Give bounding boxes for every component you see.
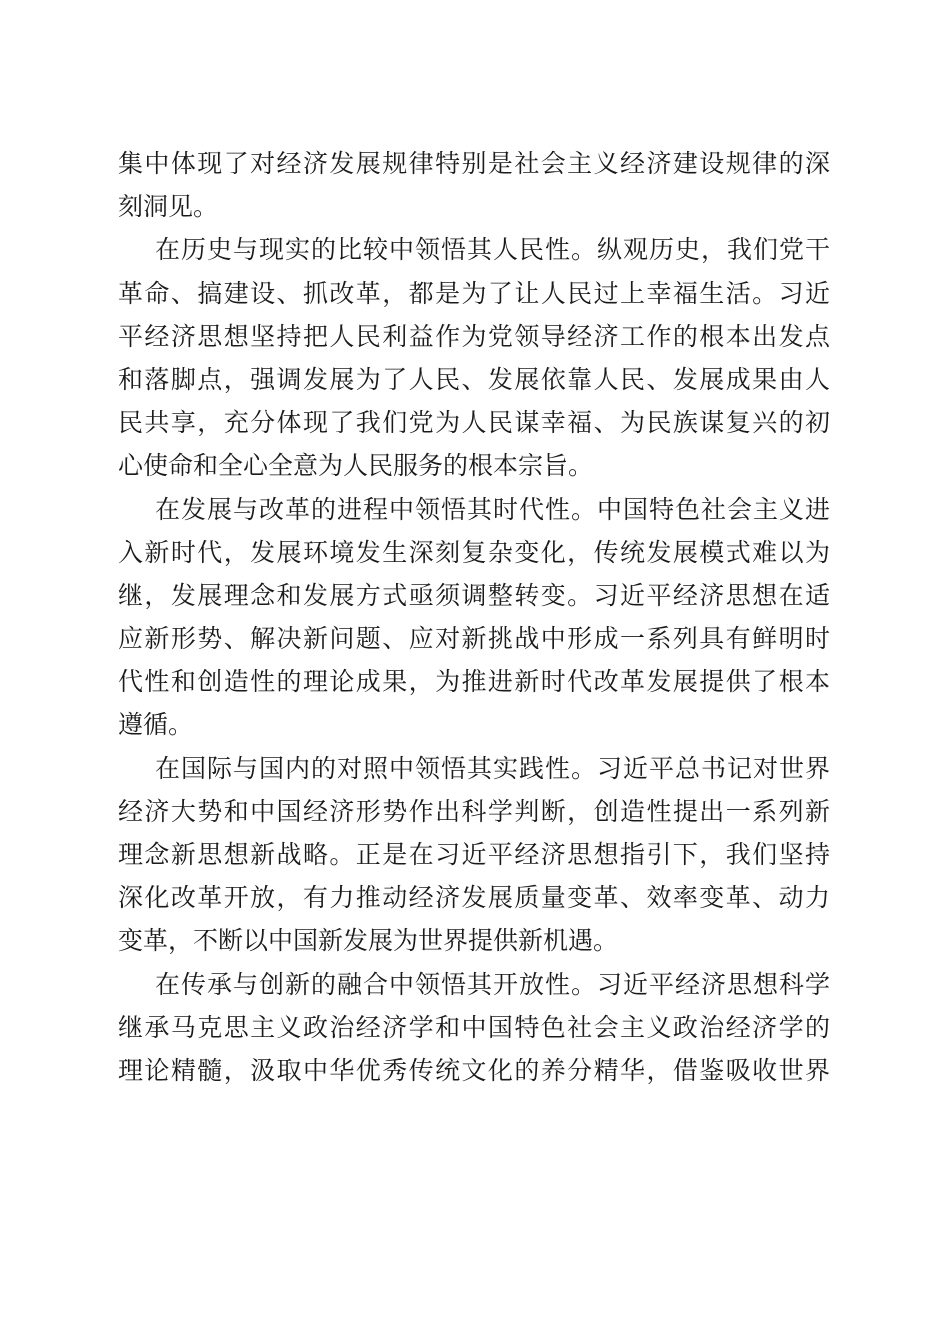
text-line: 继，发展理念和发展方式亟须调整转变。习近平经济思想在适 — [118, 580, 830, 610]
text-line: 代性和创造性的理论成果，为推进新时代改革发展提供了根本 — [118, 667, 830, 697]
text-line: 心使命和全心全意为人民服务的根本宗旨。 — [118, 451, 594, 481]
text-line: 集中体现了对经济发展规律特别是社会主义经济建设规律的深 — [118, 149, 830, 178]
text-line: 遵循。 — [118, 710, 194, 740]
text-line: 应新形势、解决新问题、应对新挑战中形成一系列具有鲜明时 — [118, 624, 830, 654]
text-line: 深化改革开放，有力推动经济发展质量变革、效率变革、动力 — [118, 883, 830, 913]
text-line: 理论精髓，汲取中华优秀传统文化的养分精华，借鉴吸收世界 — [118, 1055, 830, 1085]
text-line: 理念新思想新战略。正是在习近平经济思想指引下，我们坚持 — [118, 840, 830, 869]
paragraph-first-line: 在发展与改革的进程中领悟其时代性。中国特色社会主义进 — [155, 494, 830, 524]
text-line: 民共享，充分体现了我们党为人民谋幸福、为民族谋复兴的初 — [118, 408, 830, 438]
text-line: 刻洞见。 — [118, 192, 219, 222]
text-line: 和落脚点，强调发展为了人民、发展依靠人民、发展成果由人 — [118, 364, 830, 394]
text-line: 入新时代，发展环境发生深刻复杂变化，传统发展模式难以为 — [118, 537, 830, 567]
paragraph-first-line: 在国际与国内的对照中领悟其实践性。习近平总书记对世界 — [155, 753, 830, 783]
text-line: 革命、搞建设、抓改革，都是为了让人民过上幸福生活。习近 — [118, 278, 830, 308]
paragraph-first-line: 在传承与创新的融合中领悟其开放性。习近平经济思想科学 — [155, 969, 830, 999]
text-line: 经济大势和中国经济形势作出科学判断，创造性提出一系列新 — [118, 796, 830, 826]
text-line: 平经济思想坚持把人民利益作为党领导经济工作的根本出发点 — [118, 321, 830, 351]
paragraph-first-line: 在历史与现实的比较中领悟其人民性。纵观历史，我们党干 — [155, 235, 830, 265]
body-text — [118, 142, 830, 1092]
text-line: 变革，不断以中国新发展为世界提供新机遇。 — [118, 926, 619, 956]
text-line: 继承马克思主义政治经济学和中国特色社会主义政治经济学的 — [118, 1012, 830, 1042]
